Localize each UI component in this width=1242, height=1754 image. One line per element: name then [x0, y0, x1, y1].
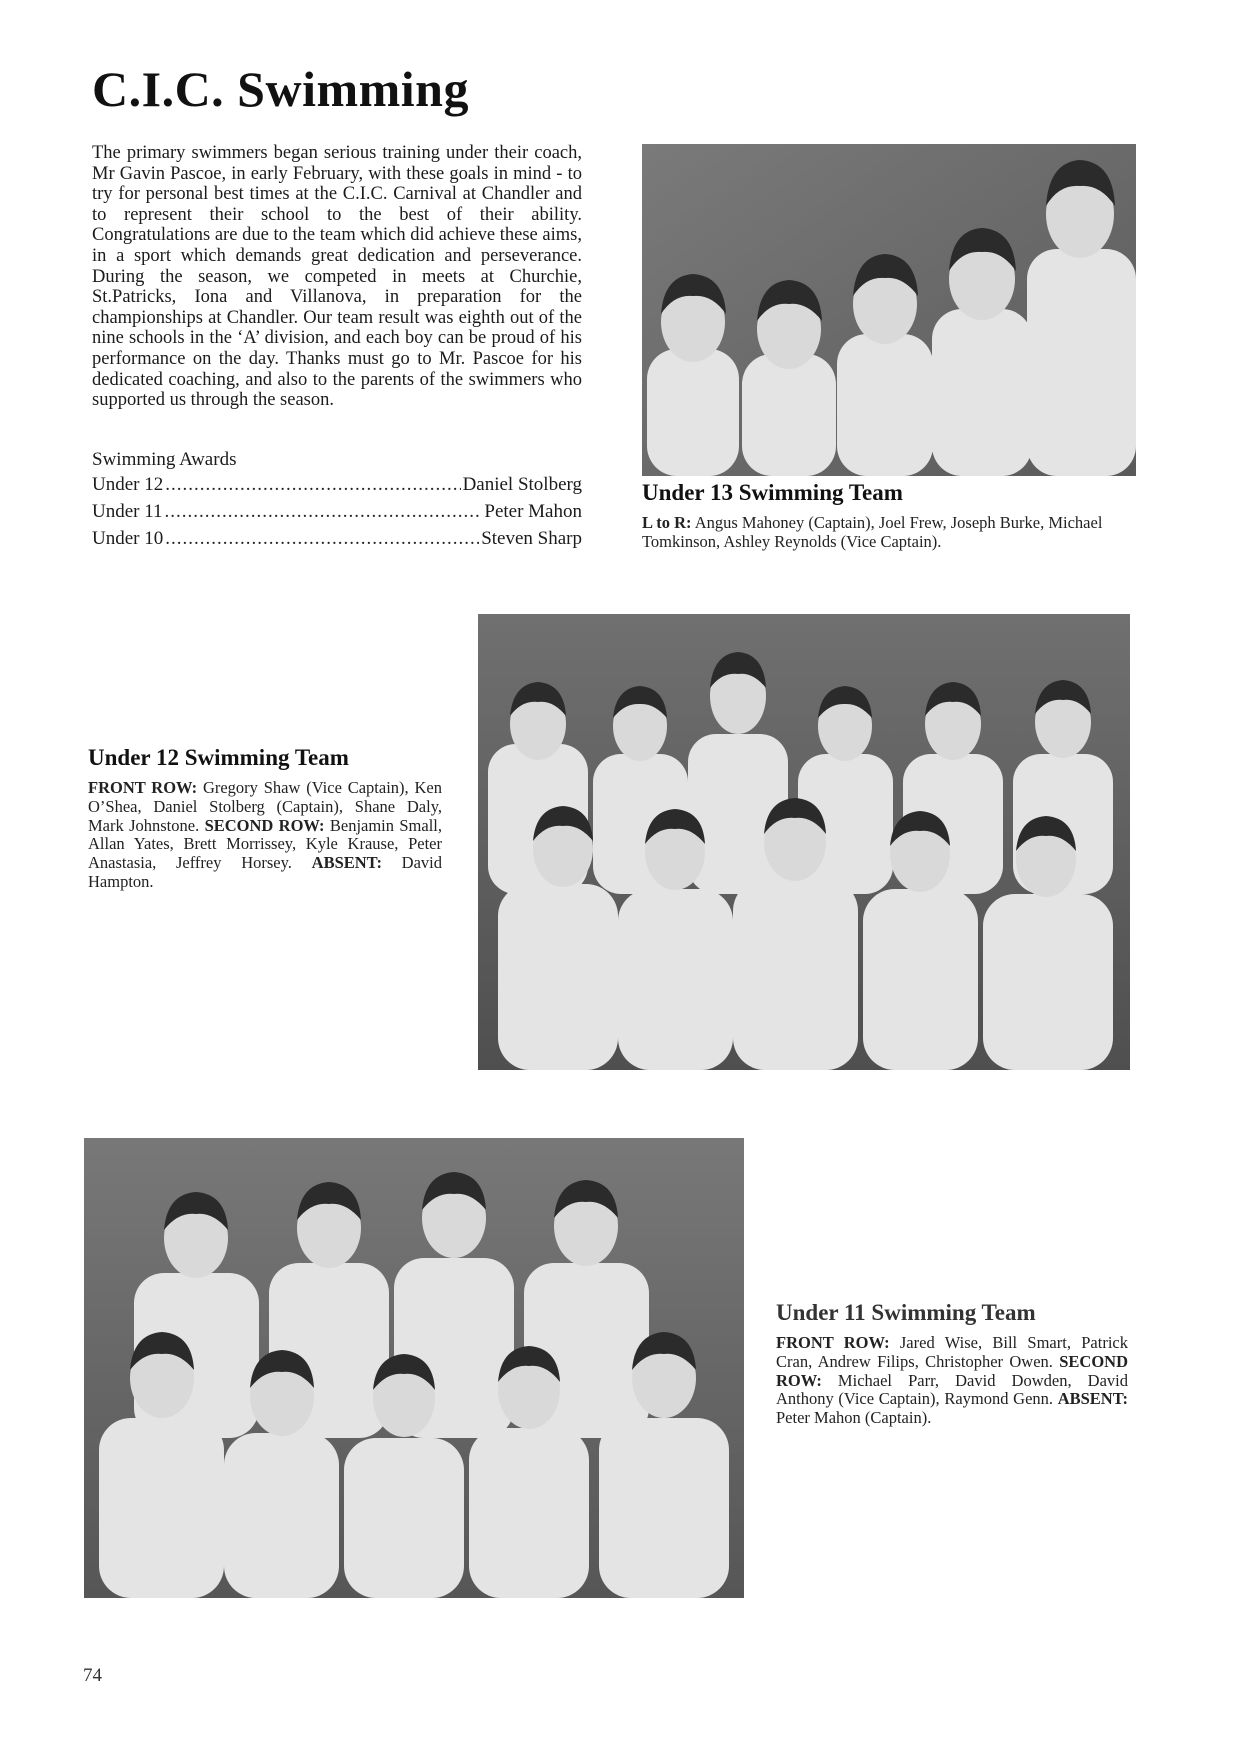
- under-13-caption: [642, 480, 1132, 552]
- page-title: C.I.C. Swimming: [92, 61, 469, 117]
- award-category: Under 10: [92, 528, 164, 549]
- award-winner: Peter Mahon: [484, 501, 582, 522]
- award-category: Under 11: [92, 501, 163, 522]
- dot-leader: [165, 501, 483, 523]
- under-11-caption: [776, 1300, 1128, 1428]
- under-13-title: Under 13 Swimming Team: [642, 480, 903, 505]
- front-row-members: Jared Wise, Bill Smart, Patrick Cran, Andrew Filips, Christopher Owen.: [776, 1333, 1128, 1371]
- under-11-names: [776, 1334, 1128, 1428]
- second-row-members: Benjamin Small, Allan Yates, Brett Morrissey, Kyle Krause, Peter Anastasia, Jeffrey Horsey.: [88, 815, 442, 873]
- awards-heading: Swimming Awards: [92, 449, 237, 470]
- photo-placeholder-graphic: [478, 614, 1130, 1070]
- under-13-team-photo: [642, 144, 1136, 476]
- under-12-team-photo: [478, 614, 1130, 1070]
- under-11-team-photo: [84, 1138, 744, 1598]
- award-winner: Steven Sharp: [481, 528, 582, 549]
- award-row: [92, 474, 582, 501]
- under-12-caption: [88, 745, 442, 892]
- award-category: Under 12: [92, 474, 164, 495]
- absent-label: ABSENT:: [1057, 1389, 1128, 1409]
- dot-leader: [165, 528, 479, 550]
- dot-leader: [165, 474, 460, 496]
- intro-paragraph: The primary swimmers began serious training under their coach, Mr Gavin Pascoe, in early February, with these goals in mind - to try for personal best times at the C.I.C. Carnival at Chandler and to represent their school to the best of their ability. Congratulations are due to the team which did achieve these aims, in a sport which demands great dedication and perseverance. During the season, we competed in meets at Churchie, St.Patricks, Iona and Villanova, in preparation for the championships at Chandler. Our team result was eighth out of the nine schools in the ‘A’ division, and each boy can be proud of his performance on the day. Thanks must go to Mr. Pascoe for his dedicated coaching, and also to the parents of the swimmers who supported us through the season.: [92, 143, 582, 411]
- second-row-label: SECOND ROW:: [204, 815, 325, 835]
- front-row-members: Gregory Shaw (Vice Captain), Ken O’Shea, Daniel Stolberg (Captain), Shane Daly, Mark Johnstone.: [88, 778, 442, 835]
- under-12-title: Under 12 Swimming Team: [88, 745, 349, 770]
- award-winner: Daniel Stolberg: [462, 474, 582, 495]
- page-number: 74: [83, 1665, 102, 1686]
- photo-placeholder-graphic: [84, 1138, 744, 1598]
- team-members: Angus Mahoney (Captain), Joel Frew, Joseph Burke, Michael Tomkinson, Ashley Reynolds (Vice Captain).: [642, 513, 1103, 551]
- front-row-label: FRONT ROW:: [88, 778, 198, 797]
- absent-members: David Hampton.: [88, 853, 442, 891]
- second-row-members: Michael Parr, David Dowden, David Anthony (Vice Captain), Raymond Genn.: [776, 1370, 1128, 1409]
- absent-label: ABSENT:: [311, 853, 382, 873]
- absent-members: Peter Mahon (Captain).: [776, 1408, 932, 1428]
- under-11-title: Under 11 Swimming Team: [776, 1300, 1036, 1325]
- photo-placeholder-graphic: [642, 144, 1136, 476]
- second-row-label: SECOND ROW:: [776, 1351, 1128, 1390]
- order-label: L to R:: [642, 513, 692, 532]
- swimming-awards: [92, 448, 582, 555]
- front-row-label: FRONT ROW:: [776, 1333, 890, 1352]
- award-row: [92, 528, 582, 555]
- award-row: [92, 501, 582, 528]
- under-13-names: [642, 514, 1132, 552]
- under-12-names: [88, 779, 442, 892]
